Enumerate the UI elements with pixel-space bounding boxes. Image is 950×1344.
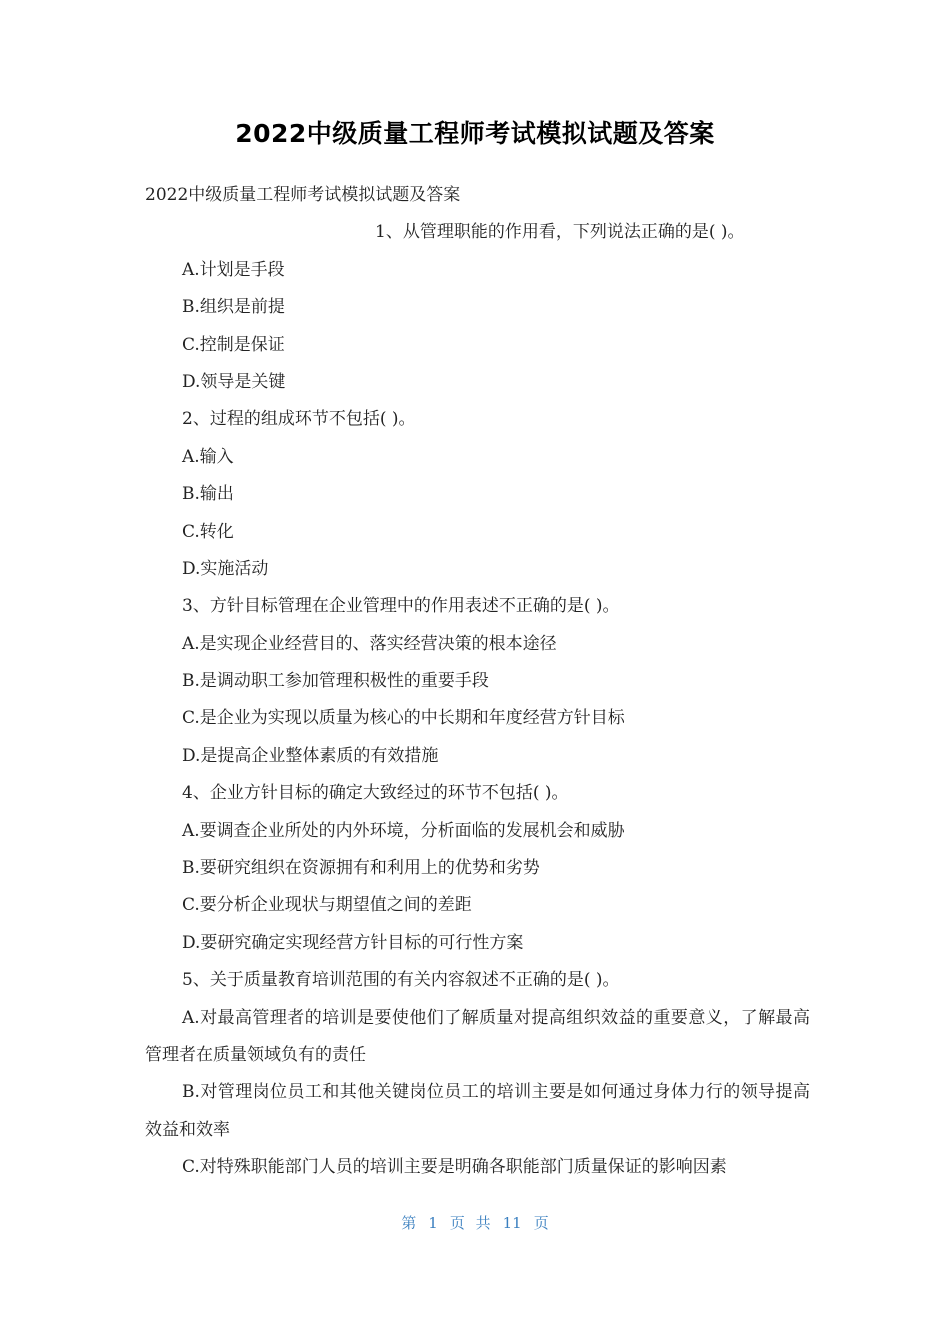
option-a: A.要调查企业所处的内外环境，分析面临的发展机会和威胁	[182, 820, 625, 841]
option-b: B.对管理岗位员工和其他关键岗位员工的培训主要是如何通过身体力行的领导提高效益和效率	[145, 1082, 810, 1140]
question-stem: 3、方针目标管理在企业管理中的作用表述不正确的是( )。	[182, 596, 620, 617]
footer-total-pages: 11	[502, 1214, 522, 1232]
page-footer	[0, 1212, 950, 1233]
question-stem: 5、关于质量教育培训范围的有关内容叙述不正确的是( )。	[182, 970, 620, 991]
option-d: D.领导是关键	[182, 371, 286, 392]
option-d: D.是提高企业整体素质的有效措施	[182, 745, 439, 766]
question-stem: 2、过程的组成环节不包括( )。	[182, 409, 416, 430]
option-c: C.控制是保证	[182, 334, 285, 355]
footer-prefix: 第	[401, 1214, 417, 1232]
option-b: B.要研究组织在资源拥有和利用上的优势和劣势	[182, 858, 540, 879]
document-subtitle: 2022中级质量工程师考试模拟试题及答案	[145, 185, 461, 205]
option-d: D.要研究确定实现经营方针目标的可行性方案	[182, 932, 524, 953]
option-b: B.是调动职工参加管理积极性的重要手段	[182, 671, 489, 692]
option-a: A.计划是手段	[182, 259, 285, 280]
option-c: C.转化	[182, 521, 234, 542]
option-c: C.要分析企业现状与期望值之间的差距	[182, 895, 472, 916]
document-title: 2022中级质量工程师考试模拟试题及答案	[235, 119, 715, 148]
option-a: A.输入	[182, 446, 234, 467]
question-stem: 1、从管理职能的作用看，下列说法正确的是( )。	[375, 222, 745, 243]
option-b: B.组织是前提	[182, 297, 285, 318]
footer-middle: 页 共	[449, 1214, 491, 1232]
option-c: C.对特殊职能部门人员的培训主要是明确各职能部门质量保证的影响因素	[182, 1157, 727, 1178]
option-d: D.实施活动	[182, 558, 269, 579]
footer-current-page: 1	[428, 1214, 438, 1232]
question-stem: 4、企业方针目标的确定大致经过的环节不包括( )。	[182, 783, 569, 804]
option-b: B.输出	[182, 484, 234, 505]
option-a: A.对最高管理者的培训是要使他们了解质量对提高组织效益的重要意义，了解最高管理者在质量领域负有的责任	[145, 1007, 810, 1065]
option-c: C.是企业为实现以质量为核心的中长期和年度经营方针目标	[182, 708, 625, 729]
document-body	[145, 177, 810, 1187]
footer-suffix: 页	[533, 1214, 549, 1232]
option-a: A.是实现企业经营目的、落实经营决策的根本途径	[182, 633, 557, 654]
